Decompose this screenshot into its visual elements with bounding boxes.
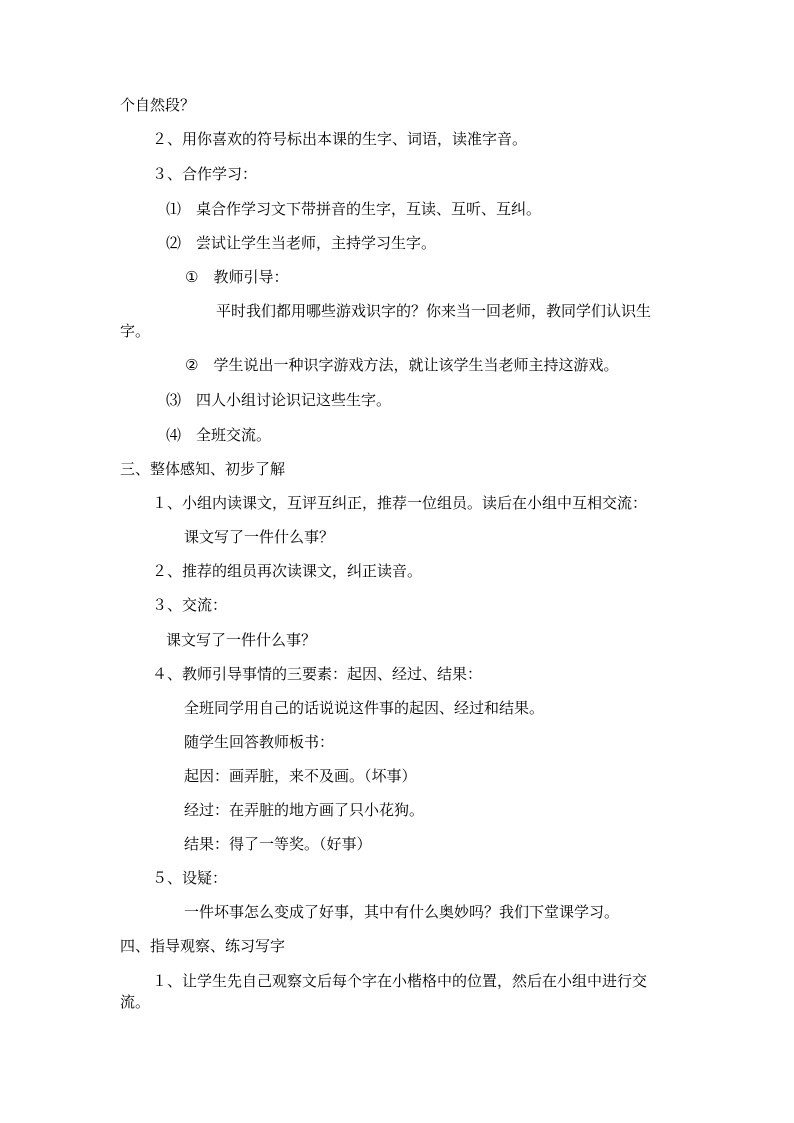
text-line: ２、用你喜欢的符号标出本课的生字、词语，读准字音。	[152, 130, 528, 148]
text-line: ⑵ 尝试让学生当老师，主持学习生字。	[166, 234, 437, 252]
text-line: 流。	[120, 993, 151, 1011]
text-line: ２、推荐的组员再次读课文，纠正读音。	[152, 562, 423, 580]
text-line: 课文写了一件什么事？	[166, 631, 317, 649]
text-line: ⑴ 桌合作学习文下带拼音的生字，互读、互听、互纠。	[166, 200, 542, 218]
text-line: ４、教师引导事情的三要素：起因、经过、结果：	[152, 665, 483, 683]
text-line: ３、交流：	[152, 596, 228, 614]
text-line: 课文写了一件什么事？	[184, 528, 335, 546]
text-line: ５、设疑：	[152, 869, 228, 887]
text-line: 一件坏事怎么变成了好事，其中有什么奥妙吗？我们下堂课学习。	[184, 903, 620, 921]
text-line: 字。	[120, 322, 151, 340]
text-line: 个自然段？	[120, 96, 196, 114]
text-line: 起因：画弄脏，来不及画。（坏事）	[184, 767, 417, 785]
text-line: 随学生回答教师板书：	[184, 733, 335, 751]
text-line: ⑷ 全班交流。	[166, 426, 272, 444]
text-line: ⑶ 四人小组讨论识记这些生字。	[166, 391, 392, 409]
text-line: ② 学生说出一种识字游戏方法，就让该学生当老师主持这游戏。	[185, 356, 619, 374]
text-line: 平时我们都用哪些游戏识字的？你来当一回老师，教同学们认识生	[216, 302, 652, 320]
text-line: 经过：在弄脏的地方画了只小花狗。	[184, 801, 425, 819]
text-line: １、小组内读课文，互评互纠正，推荐一位组员。读后在小组中互相交流：	[152, 494, 648, 512]
text-line: １、让学生先自己观察文后每个字在小楷格中的位置，然后在小组中进行交	[152, 972, 648, 990]
section-heading: 四、指导观察、练习写字	[120, 937, 286, 955]
text-line: ３、合作学习：	[152, 165, 258, 183]
section-heading: 三、整体感知、初步了解	[120, 460, 286, 478]
text-line: ① 教师引导：	[185, 268, 289, 286]
text-line: 全班同学用自己的话说说这件事的起因、经过和结果。	[184, 699, 545, 717]
text-line: 结果：得了一等奖。（好事）	[184, 835, 372, 853]
